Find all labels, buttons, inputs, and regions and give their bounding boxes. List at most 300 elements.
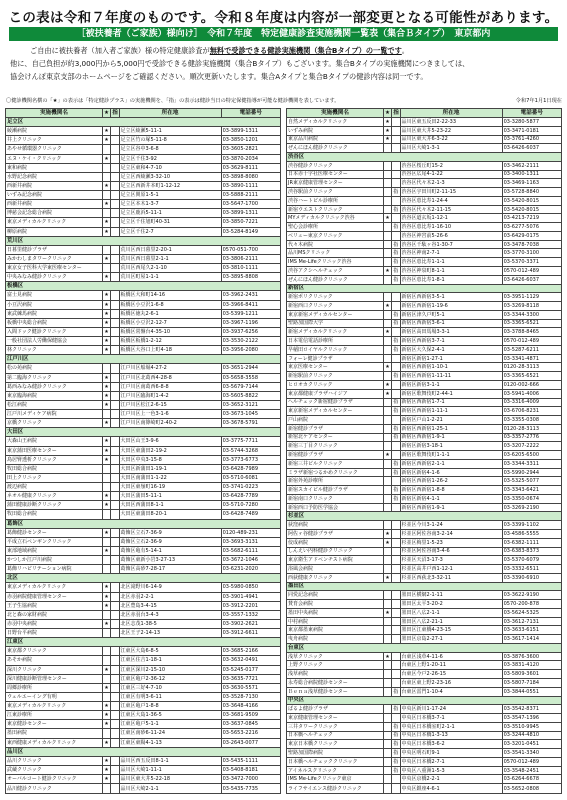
phone-number: 03-2643-0077 — [221, 738, 280, 747]
guidance-mark — [111, 327, 119, 336]
guidance-mark: 指 — [393, 434, 399, 441]
phone-number: 03-3472-7000 — [221, 775, 280, 784]
address: 中央区日本橋3-7-1 — [400, 714, 502, 723]
guidance-mark — [111, 136, 119, 145]
plus-mark: ★ — [104, 757, 109, 764]
table-row — [287, 363, 562, 372]
plus-mark — [102, 473, 110, 482]
table-row — [6, 756, 281, 765]
facility-name: 牧田総合病院 — [6, 510, 103, 519]
plus-mark — [383, 240, 391, 249]
plus-mark: ★ — [385, 302, 390, 309]
plus-mark — [383, 188, 391, 197]
plus-mark — [102, 610, 110, 619]
phone-number: 03-3365-6521 — [502, 319, 561, 328]
table-row — [287, 118, 562, 127]
guidance-mark — [111, 473, 119, 482]
table-row — [6, 702, 281, 711]
guidance-mark — [111, 391, 119, 400]
plus-mark — [102, 364, 110, 373]
section-row — [6, 355, 281, 364]
plus-mark — [383, 293, 391, 302]
plus-mark — [383, 494, 391, 503]
guidance-mark — [111, 373, 119, 382]
guidance-mark: 指 — [393, 224, 399, 231]
guidance-mark — [111, 209, 119, 218]
address: 江戸川区臨海町1-4-2 — [119, 391, 221, 400]
facility-name: 早稲田ロイヤルクリニック — [287, 345, 384, 354]
phone-number: 03-3876-3600 — [502, 652, 561, 661]
address: 足立区谷中3-6-8 — [119, 145, 221, 154]
table-row — [287, 600, 562, 609]
phone-number: 03-3612-7131 — [502, 617, 561, 626]
guidance-mark — [111, 510, 119, 519]
guidance-mark: 指 — [393, 706, 399, 713]
plus-mark — [102, 245, 110, 254]
phone-number: 03-3341-4871 — [502, 354, 561, 363]
guidance-mark — [111, 264, 119, 273]
plus-mark — [383, 749, 391, 758]
guidance-mark — [111, 775, 119, 784]
table-row — [287, 433, 562, 442]
table-row — [287, 380, 562, 389]
facility-name: 阿佐ヶ谷健診プラザ — [287, 529, 384, 538]
phone-number: 03-3810-1111 — [221, 264, 280, 273]
guidance-mark — [392, 652, 400, 661]
address: 足立区綾瀬5-11-1 — [119, 127, 221, 136]
address: 板橋区大和町14-16 — [119, 291, 221, 300]
phone-number: 03-3902-2621 — [221, 619, 280, 628]
table-row — [6, 254, 281, 263]
ward-name: 中央区 — [287, 696, 562, 705]
facility-name: 代々木病院 — [287, 240, 384, 249]
plus-mark: ★ — [385, 329, 390, 336]
address: 江東区亀戸1-8-8 — [119, 702, 221, 711]
plus-mark: ★ — [104, 219, 109, 226]
address: 台東区東上野2-23-16 — [400, 679, 502, 688]
phone-number: 03-3937-6256 — [221, 327, 280, 336]
guidance-mark — [392, 547, 400, 556]
guidance-mark — [392, 521, 400, 530]
address: 板橋区徳丸2-6-1 — [119, 309, 221, 318]
guidance-mark — [111, 300, 119, 309]
facility-name: 鳥居腎透析クリニック — [6, 455, 103, 464]
table-row — [6, 382, 281, 391]
plus-mark — [383, 179, 391, 188]
guidance-mark: 指 — [393, 259, 399, 266]
table-row — [287, 372, 562, 381]
guidance-mark — [392, 573, 400, 582]
guidance-mark — [111, 756, 119, 765]
facility-name: 西荻健康クリニック — [287, 573, 384, 582]
facility-name: 新宿メディカルクリニック — [287, 328, 384, 337]
address: 新宿区西新宿3-6-1 — [400, 319, 502, 328]
plus-mark — [383, 714, 391, 723]
facility-name: 渋谷健診クリニック — [287, 161, 384, 170]
address: 大田区中央3-15-8 — [119, 455, 221, 464]
plus-mark: ★ — [104, 301, 109, 308]
phone-number: 03-5652-0808 — [502, 784, 561, 794]
phone-number: 03-5653-2216 — [221, 729, 280, 738]
facility-name: ヒロオカクリニック — [287, 380, 384, 389]
phone-number: 0570-200-878 — [502, 600, 561, 609]
plus-mark — [383, 416, 391, 425]
phone-number: 03-5245-0177 — [221, 665, 280, 674]
plus-mark — [383, 766, 391, 775]
table-row — [6, 181, 281, 190]
guidance-mark — [392, 363, 400, 372]
address: 杉並区今川3-1-24 — [400, 521, 502, 530]
address: 江戸川区松江2-6-15 — [119, 400, 221, 409]
address: 墨田区京島2-27-1 — [400, 635, 502, 644]
address: 新宿区西新宿1-9-1 — [400, 503, 502, 512]
address: 江東区深川2-15-10 — [119, 665, 221, 674]
phone-number: 03-3648-4166 — [221, 702, 280, 711]
facility-name: 綾瀬病院 — [6, 127, 103, 136]
address: 板橋区大谷口上町4-18 — [119, 346, 221, 355]
plus-mark — [102, 510, 110, 519]
plus-mark — [383, 477, 391, 486]
table-row — [287, 521, 562, 530]
facility-name: ミラザ新宿つるかめクリニック — [287, 468, 384, 477]
intro-line-2: 他に、自己負担が約3,000円から5,000円で受診できる健診実施機関（集合Bタイプ）もございます。集合Bタイプの実施機関につきましては、 — [10, 59, 470, 68]
plus-mark: ★ — [104, 712, 109, 719]
guidance-mark — [111, 702, 119, 711]
phone-number: 03-5287-6211 — [502, 345, 561, 354]
plus-mark — [383, 345, 391, 354]
address: 中央区八重洲1-5-3 — [400, 766, 502, 775]
plus-mark: ★ — [104, 374, 109, 381]
facility-name: あやせ循環器クリニック — [6, 145, 103, 154]
address: 大田区東蒲田8-20-1 — [119, 510, 221, 519]
table-row — [287, 705, 562, 714]
facility-name: 中村病院 — [287, 617, 384, 626]
guidance-mark — [111, 784, 119, 794]
plus-mark: ★ — [104, 620, 109, 627]
table-row — [6, 327, 281, 336]
table-row — [287, 459, 562, 468]
address: 江東区亀戸5-1-1 — [119, 720, 221, 729]
facility-name: 武蔵クリニック — [6, 765, 103, 774]
facility-name: 永寿総合病院健診センター — [287, 679, 384, 688]
table-row — [287, 635, 562, 644]
phone-number: 03-3355-0308 — [502, 416, 561, 425]
phone-number: 03-3343-6421 — [502, 486, 561, 495]
facility-name: ネオル健康クリニック — [6, 492, 103, 501]
as-of-date: 令和7年1月1日現在 — [515, 98, 562, 104]
plus-mark — [383, 223, 391, 232]
phone-number: 03-3630-5571 — [221, 683, 280, 692]
legend-note — [6, 96, 562, 106]
phone-number: 03-5710-7280 — [221, 501, 280, 510]
guidance-mark: 指 — [393, 758, 399, 765]
plus-mark: ★ — [104, 255, 109, 262]
address: 北区豊島3-4-15 — [119, 601, 221, 610]
col-guidance: 指 — [112, 110, 118, 116]
plus-mark — [383, 661, 391, 670]
phone-number: 03-6428-7789 — [221, 492, 280, 501]
guidance-mark — [392, 556, 400, 565]
guidance-mark — [392, 214, 400, 223]
guidance-mark — [111, 181, 119, 190]
address: 大田区山王3-9-6 — [119, 437, 221, 446]
plus-mark: ★ — [104, 547, 109, 554]
phone-number: 03-4213-7219 — [502, 214, 561, 223]
phone-number: 03-3899-1311 — [221, 209, 280, 218]
table-row — [287, 494, 562, 503]
section-row — [287, 643, 562, 652]
table-row — [287, 617, 562, 626]
plus-mark: ★ — [104, 328, 109, 335]
facility-name: 江戸川メディケア病院 — [6, 410, 103, 419]
guidance-mark — [392, 416, 400, 425]
guidance-mark — [111, 537, 119, 546]
section-row — [6, 638, 281, 647]
facility-name: 東京新宿メディカルセンター — [287, 310, 384, 319]
address: 新宿区新宿4-1-1 — [400, 494, 502, 503]
ward-name: 大田区 — [6, 428, 281, 437]
guidance-mark — [111, 610, 119, 619]
facility-name: 赤羽病院健康管理センター — [6, 592, 103, 601]
table-row — [6, 674, 281, 683]
col-facility-name: 実施機関名 — [6, 109, 103, 118]
phone-number: 0570-012-489 — [502, 267, 561, 276]
phone-number: 03-3685-2166 — [221, 647, 280, 656]
ward-name: 板橋区 — [6, 282, 281, 291]
phone-number: 03-3390-6910 — [502, 573, 561, 582]
address: 足立区千住旭町40-31 — [119, 218, 221, 227]
phone-number: 03-5325-5077 — [502, 477, 561, 486]
address: 足立区竹の塚5-11-8 — [119, 136, 221, 145]
table-row — [6, 446, 281, 455]
address: 江東区有明3-6-11 — [119, 692, 221, 701]
table-row — [6, 309, 281, 318]
plus-mark — [102, 145, 110, 154]
plus-mark — [383, 547, 391, 556]
facility-name: いずみ記念病院 — [6, 191, 103, 200]
guidance-mark — [111, 546, 119, 555]
address: 葛飾区立石2-36-9 — [119, 537, 221, 546]
facility-name: ウェルエーイング有明 — [6, 692, 103, 701]
phone-number: 03-6426-6037 — [502, 144, 561, 153]
table-row — [6, 209, 281, 218]
table-row — [6, 291, 281, 300]
table-row — [287, 661, 562, 670]
facility-name: 渋谷アクシヘルチェック — [287, 267, 384, 276]
facility-name: みかわしまタワークリニック — [6, 254, 103, 263]
facility-table-right — [286, 108, 562, 794]
guidance-mark — [111, 674, 119, 683]
phone-number: 03-5809-3601 — [502, 670, 561, 679]
facility-name: 品川クリニック — [6, 756, 103, 765]
plus-mark: ★ — [385, 653, 390, 660]
table-row — [287, 302, 562, 311]
guidance-mark — [392, 179, 400, 188]
ward-name: 足立区 — [6, 118, 281, 127]
phone-number: 0120-002-666 — [502, 380, 561, 389]
phone-number: 03-5888-2111 — [221, 191, 280, 200]
guidance-mark — [392, 144, 400, 153]
phone-number: 03-3510-9945 — [502, 722, 561, 731]
table-row — [6, 273, 281, 282]
table-row — [6, 227, 281, 236]
table-row — [6, 720, 281, 729]
guidance-mark: 指 — [393, 495, 399, 502]
table-row — [6, 473, 281, 482]
plus-mark: ★ — [104, 228, 109, 235]
phone-number: 03-3399-1102 — [502, 521, 561, 530]
phone-number: 03-5624-5325 — [502, 608, 561, 617]
phone-number: 03-3962-2431 — [221, 291, 280, 300]
facility-name: いずみ病院 — [287, 126, 384, 135]
address: 北区王子2-14-13 — [119, 629, 221, 638]
table-row — [287, 161, 562, 170]
address: 中央区日本橋室町2-1-1 — [400, 722, 502, 731]
phone-number: 03-5420-8015 — [502, 205, 561, 214]
table-row — [6, 765, 281, 774]
phone-number: 0120-489-231 — [221, 528, 280, 537]
guidance-mark — [392, 714, 400, 723]
table-row — [287, 670, 562, 679]
address: 葛飾区東新小岩3-27-13 — [119, 556, 221, 565]
plus-mark: ★ — [104, 347, 109, 354]
plus-mark — [383, 626, 391, 635]
section-row — [287, 512, 562, 521]
address: 品川区西五反田8-1-1 — [119, 756, 221, 765]
phone-number: 03-5679-7144 — [221, 382, 280, 391]
phone-number: 03-5370-3371 — [502, 258, 561, 267]
plus-mark: ★ — [104, 438, 109, 445]
phone-number: 0120-28-3113 — [502, 363, 561, 372]
table-row — [287, 556, 562, 565]
address: 台東区浅草4-11-6 — [400, 652, 502, 661]
address: 足立区関原1-5-1 — [119, 191, 221, 200]
address: 中央区日本橋3-6-2 — [400, 740, 502, 749]
guidance-mark: 指 — [393, 460, 399, 467]
plus-mark — [383, 521, 391, 530]
guidance-mark — [111, 556, 119, 565]
guidance-mark — [111, 218, 119, 227]
phone-number: 03-6426-6037 — [502, 275, 561, 284]
address: 葛飾区高砂7-28-17 — [119, 565, 221, 574]
table-row — [287, 328, 562, 337]
address: 荒川区町屋1-1-1 — [119, 273, 221, 282]
table-row — [287, 722, 562, 731]
facility-name: 東京都健康プラザハイジア — [287, 389, 384, 398]
facility-name: ライフサイエンス健診クリニック — [287, 784, 384, 794]
table-row — [6, 163, 281, 172]
ward-name: 江戸川区 — [6, 355, 281, 364]
facility-name: 荻窪病院 — [287, 521, 384, 530]
table-row — [6, 437, 281, 446]
guidance-mark — [111, 565, 119, 574]
plus-mark — [102, 172, 110, 181]
guidance-mark — [111, 738, 119, 747]
plus-mark: ★ — [385, 539, 390, 546]
col-plus-star: ★ — [104, 110, 110, 116]
phone-number: 03-3831-4120 — [502, 661, 561, 670]
guidance-mark: 指 — [393, 425, 399, 432]
address: 北区志茂1-38-5 — [119, 619, 221, 628]
phone-number: 03-3806-2111 — [221, 254, 280, 263]
address: 江戸川区上一色3-1-6 — [119, 410, 221, 419]
plus-mark: ★ — [104, 383, 109, 390]
table-row — [6, 318, 281, 327]
guidance-mark — [392, 135, 400, 144]
address: 墨田区江東橋4-23-15 — [400, 626, 502, 635]
facility-name: 新宿西口予防医学協会 — [287, 503, 384, 512]
phone-number: 03-5658-3558 — [221, 373, 280, 382]
plus-mark — [383, 354, 391, 363]
phone-number: 03-5370-6079 — [502, 556, 561, 565]
facility-name: 上野クリニック — [287, 661, 384, 670]
facility-name: 浅草クリニック — [287, 652, 384, 661]
ward-name: 荒川区 — [6, 236, 281, 245]
table-row — [287, 626, 562, 635]
guidance-mark: 指 — [393, 241, 399, 248]
address: 葛飾区立石7-36-9 — [119, 528, 221, 537]
guidance-mark — [111, 200, 119, 209]
facility-name: 新宿ポリクリニック — [287, 293, 384, 302]
guidance-mark: 指 — [393, 767, 399, 774]
plus-mark: ★ — [385, 364, 390, 371]
address: 渋谷区宇田川町2-11-15 — [400, 188, 502, 197]
phone-number: 03-3617-1414 — [502, 635, 561, 644]
facility-name: 葛西みなみ健診クリニック — [6, 382, 103, 391]
table-row — [6, 391, 281, 400]
address: 品川区大崎1-11-1 — [119, 765, 221, 774]
plus-mark: ★ — [104, 602, 109, 609]
table-row — [6, 583, 281, 592]
address: 江東区三好4-7-10 — [119, 683, 221, 692]
address: 渋谷区千駄ヶ谷1-30-7 — [400, 240, 502, 249]
section-row — [6, 519, 281, 528]
address: 荒川区西尾久2-1-10 — [119, 264, 221, 273]
facility-name: 日本電信電話診療所 — [287, 337, 384, 346]
plus-mark — [383, 722, 391, 731]
address: 中央区明石町9-1 — [400, 749, 502, 758]
facility-name: 中央みなみ健診クリニック — [6, 273, 103, 282]
phone-number: 03-5710-6081 — [221, 473, 280, 482]
table-row — [6, 154, 281, 163]
address: 墨田区八広2-1-1 — [400, 608, 502, 617]
plus-mark: ★ — [104, 447, 109, 454]
facility-name: 王子生協病院 — [6, 601, 103, 610]
facility-name: 柳原病院 — [6, 227, 103, 236]
table-row — [6, 145, 281, 154]
table-body-left — [6, 118, 281, 794]
facility-name: IMS Me-Lifeクリニック渋谷 — [287, 258, 384, 267]
guidance-mark — [111, 382, 119, 391]
table-row — [287, 126, 562, 135]
facility-name: 入間ドック健診クリニック — [6, 327, 103, 336]
facility-name: エヌ・ケイ・クリニック — [6, 154, 103, 163]
phone-number: 03-3344-3311 — [502, 459, 561, 468]
address: 大田区蒲田5-11-1 — [119, 492, 221, 501]
facility-name: 富士見病院 — [6, 291, 103, 300]
ward-name: 葛飾区 — [6, 519, 281, 528]
facility-name: JR東京健康管理センター — [287, 179, 384, 188]
address: 新宿区新宿1-27-1 — [400, 354, 502, 363]
plus-mark: ★ — [104, 155, 109, 162]
address: 板橋区小豆沢1-6-8 — [119, 300, 221, 309]
guidance-mark: 指 — [393, 267, 399, 274]
guidance-mark — [111, 528, 119, 537]
section-row — [6, 747, 281, 756]
col-facility-name: 実施機関名 — [287, 109, 384, 118]
address: 中央区新川1-17-24 — [400, 705, 502, 714]
address: 大田区東蒲田2-19-2 — [119, 446, 221, 455]
